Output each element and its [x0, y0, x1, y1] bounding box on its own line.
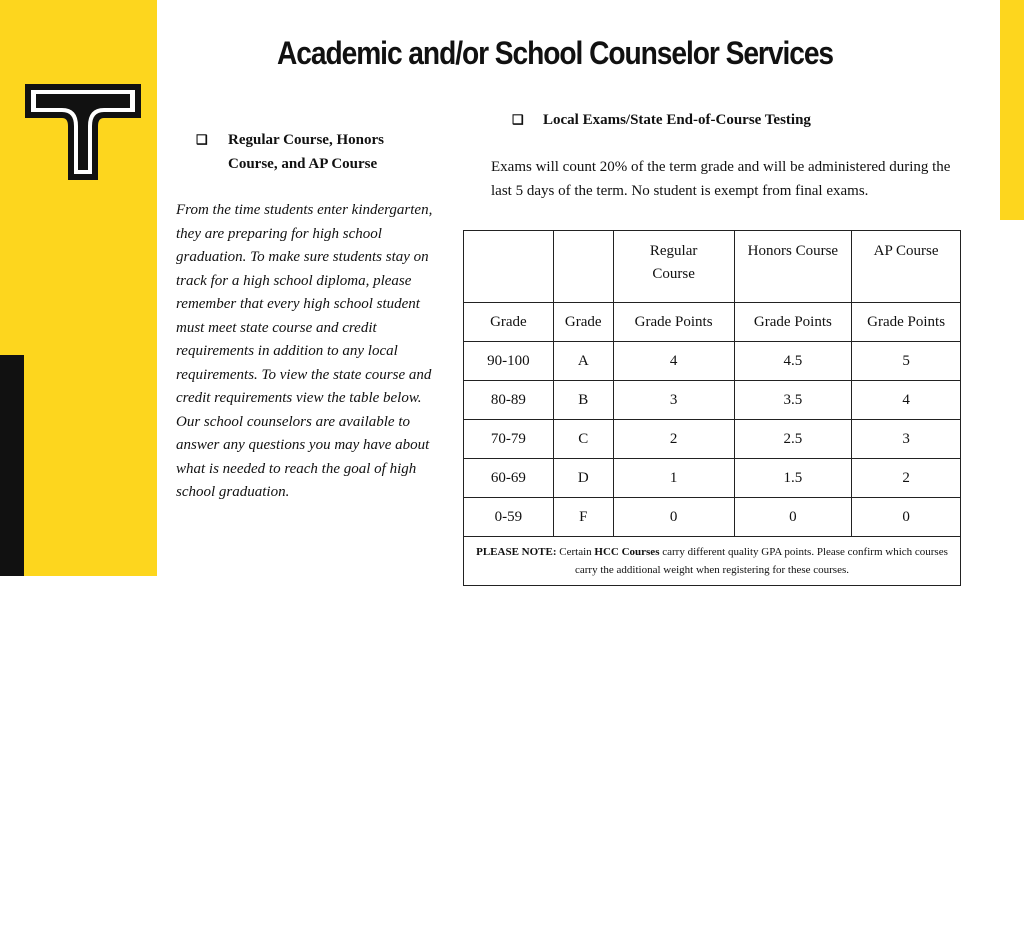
table-cell: 2: [852, 459, 961, 498]
table-cell: 90-100: [464, 342, 554, 381]
table-cell: 4: [613, 342, 734, 381]
table-cell: D: [553, 459, 613, 498]
table-header-cell: Grade: [464, 303, 554, 342]
table-note-row: [464, 537, 961, 586]
table-cell: 3.5: [734, 381, 852, 420]
table-cell: 1: [613, 459, 734, 498]
table-cell: 2: [613, 420, 734, 459]
table-header-row: [464, 231, 961, 303]
table-cell: 3: [613, 381, 734, 420]
grade-points-table: [463, 230, 961, 586]
table-row: [464, 498, 961, 537]
left-heading-line2: Course, and AP Course: [228, 156, 378, 172]
table-cell: 60-69: [464, 459, 554, 498]
table-cell: 70-79: [464, 420, 554, 459]
left-paragraph: From the time students enter kindergarten, they are preparing for high school graduation. To make sure students stay on track for a high school diploma, please remember that every high school student must meet state course and credit requirements in addition to any local requirements. To view the state course and credit requirements view the table below. Our school counselors are available to answer any questions you may have about what is needed to reach the goal of high school graduation.: [176, 202, 433, 500]
table-cell: 1.5: [734, 459, 852, 498]
right-heading: [512, 108, 952, 132]
table-cell: [464, 231, 554, 303]
table-header-cell: Grade Points: [734, 303, 852, 342]
right-heading-text: Local Exams/State End-of-Course Testing: [543, 112, 811, 128]
brand-tab: [0, 355, 24, 885]
bullet-box-icon: ❑: [196, 132, 208, 147]
table-cell: 5: [852, 342, 961, 381]
table-header-cell: Grade Points: [852, 303, 961, 342]
left-heading: [196, 128, 436, 176]
table-cell: B: [553, 381, 613, 420]
bullet-box-icon: ❑: [512, 112, 524, 127]
note-label: PLEASE NOTE:: [476, 546, 557, 558]
table-header-ap: AP Course: [852, 231, 961, 303]
left-heading-line1: Regular Course, Honors: [228, 132, 384, 148]
table-cell: 4: [852, 381, 961, 420]
table-cell: 0-59: [464, 498, 554, 537]
note-bold: HCC Courses: [594, 546, 660, 558]
table-cell: F: [553, 498, 613, 537]
right-paragraph: Exams will count 20% of the term grade and will be administered during the last 5 days of the term. No student is exempt from final exams.: [491, 159, 951, 199]
table-row: [464, 342, 961, 381]
note-text-1: Certain: [556, 546, 595, 558]
table-cell: 3: [852, 420, 961, 459]
table-row: [464, 459, 961, 498]
table-subheader-row: [464, 303, 961, 342]
table-cell: 2.5: [734, 420, 852, 459]
table-cell: 0: [734, 498, 852, 537]
table-header-cell: Grade Points: [613, 303, 734, 342]
right-accent-band: [1000, 0, 1024, 220]
table-cell: A: [553, 342, 613, 381]
table-header-regular: Regular Course: [613, 231, 734, 303]
table-header-honors: Honors Course: [734, 231, 852, 303]
table-cell: [553, 231, 613, 303]
table-header-cell: Grade: [553, 303, 613, 342]
note-text-2: carry different quality GPA points. Please confirm which courses carry the additional weight when registering for these courses.: [575, 546, 948, 576]
table-cell: 0: [852, 498, 961, 537]
table-row: [464, 381, 961, 420]
table-cell: 0: [613, 498, 734, 537]
school-logo-t: [22, 80, 144, 184]
table-cell: C: [553, 420, 613, 459]
table-cell: 80-89: [464, 381, 554, 420]
table-row: [464, 420, 961, 459]
table-cell: 4.5: [734, 342, 852, 381]
table-note: [464, 537, 961, 586]
brand-label: SLIDESMANIA.COM: [6, 759, 18, 885]
page-title: Academic and/or School Counselor Services: [276, 35, 834, 71]
